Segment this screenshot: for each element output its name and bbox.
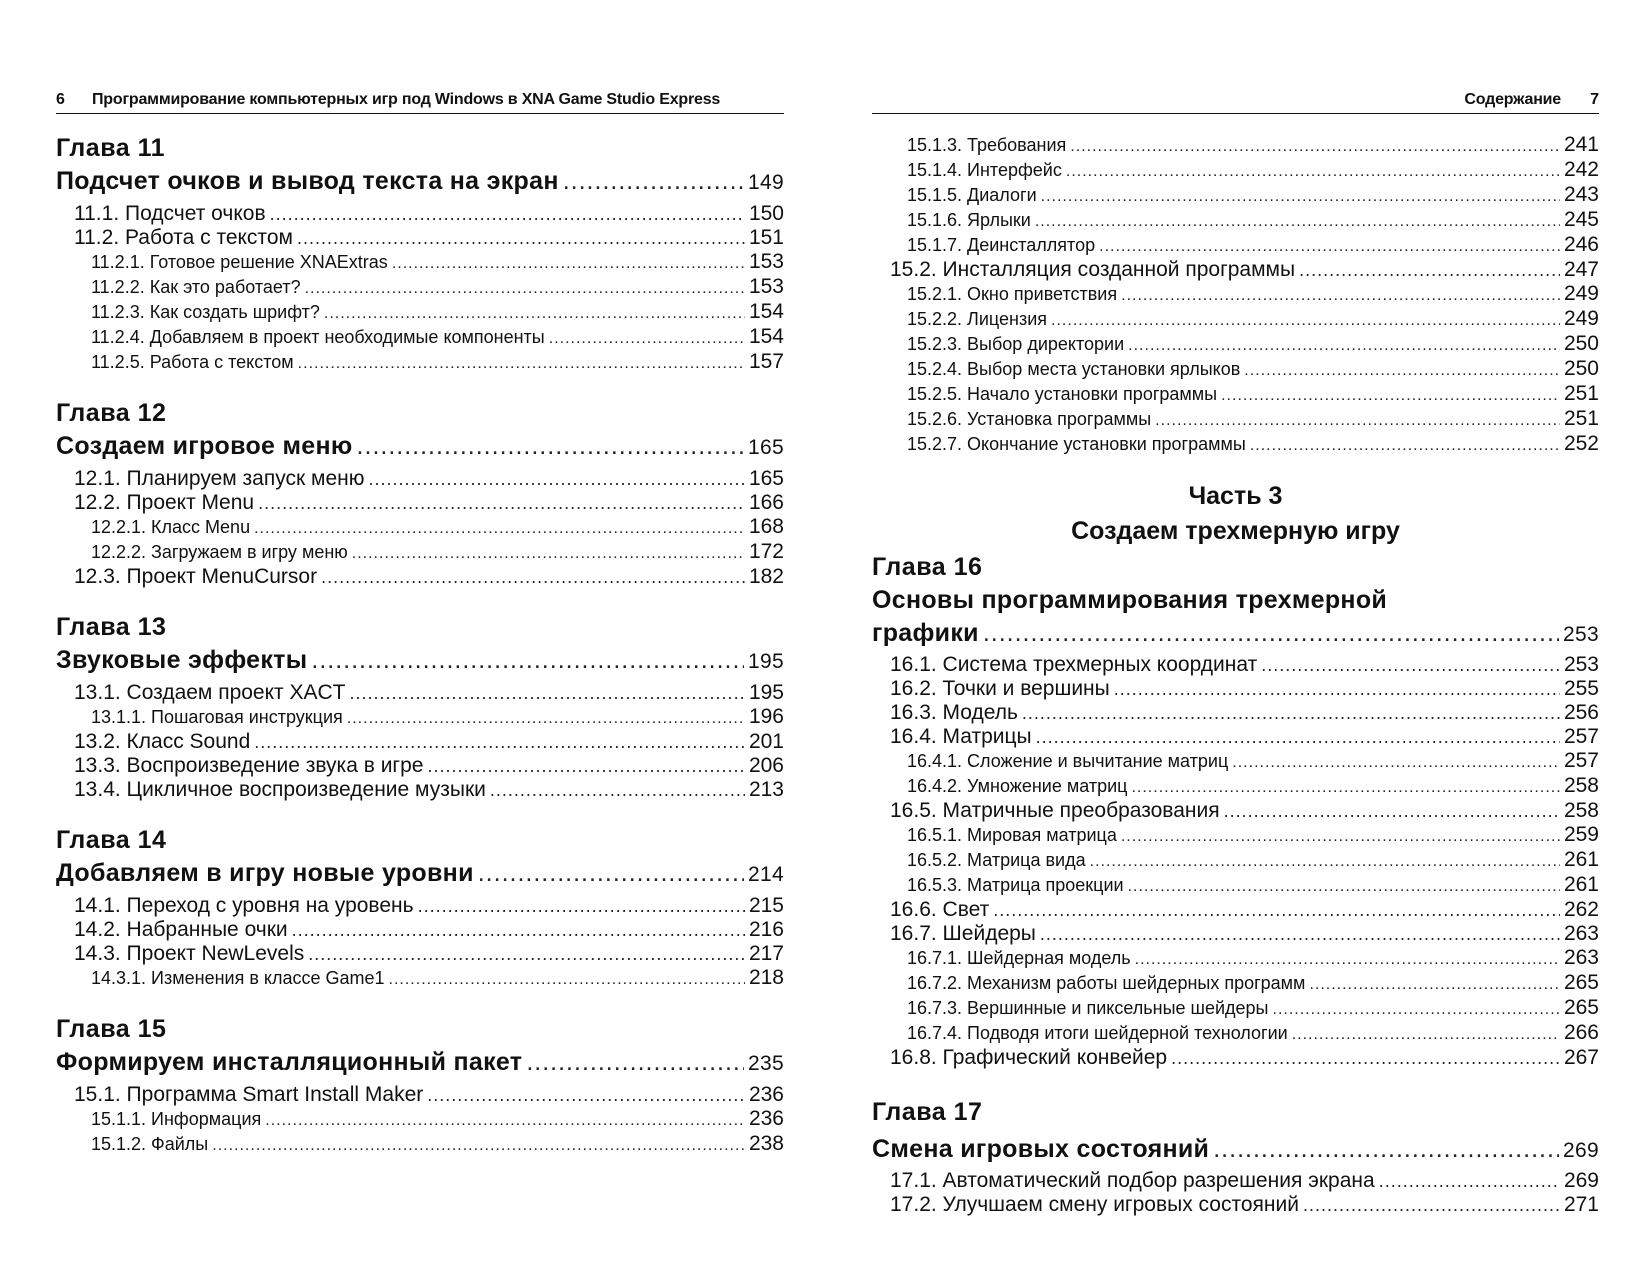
leader-dots [389,968,745,991]
toc-entry [56,1107,784,1132]
toc-entry [56,1083,784,1107]
leader-dots [1070,135,1560,158]
toc-entry-label: 16.6. Свет [890,898,990,921]
toc-entry [56,730,784,754]
leader-dots [526,1046,744,1079]
toc-entry [872,407,1599,432]
leader-dots [1273,998,1560,1021]
toc-entry-page: 241 [1563,133,1599,156]
chapter-label: Глава 15 [56,1015,167,1043]
leader-dots [1041,185,1560,208]
toc-entry-label: 17.1. Автоматический подбор разрешения экрана [890,1169,1375,1192]
toc-entry [872,233,1599,258]
leader-dots [1232,751,1560,774]
toc-entry-page: 168 [748,515,784,538]
toc-entry-label: 16.7.1. Шейдерная модель [907,948,1131,968]
toc-entry-label: 16.8. Графический конвейер [890,1046,1168,1069]
toc-entry-label: 14.3.1. Изменения в классе Game1 [91,968,385,988]
toc-entry-label: 15.1.4. Интерфейс [907,160,1062,180]
leader-dots [357,430,745,463]
leader-dots [1292,1023,1560,1046]
chapter-title: Подсчет очков и вывод текста на экран [56,167,559,195]
toc-entry-page: 263 [1563,946,1599,969]
right-page-number: 7 [1590,91,1599,108]
toc-entry-label: 13.4. Цикличное воспроизведение музыки [74,778,486,801]
leader-dots [1040,923,1560,946]
toc-entry-page: 154 [748,300,784,323]
leader-dots [418,895,745,918]
toc-entry [872,1046,1599,1070]
toc-entry-label: 17.2. Улучшаем смену игровых состояний [890,1193,1299,1216]
toc-entry-label: 16.2. Точки и вершины [890,677,1110,700]
toc-entry [56,467,784,491]
toc-entry [872,1193,1599,1217]
part-title: Создаем трехмерную игру [1071,517,1400,545]
toc-entry [872,848,1599,873]
toc-entry-label: 15.2.7. Окончание установки программы [907,434,1246,454]
leader-dots [1213,1133,1559,1166]
chapter-title-line: графики [872,619,979,647]
toc-entry-page: 218 [748,966,784,989]
chapter-label: Глава 16 [872,553,983,581]
leader-dots [368,468,744,491]
toc-entry [872,996,1599,1021]
toc-entry [872,799,1599,823]
chapter-title-row [872,1133,1599,1167]
part-label: Часть 3 [1188,482,1283,510]
chapter-block [56,824,784,991]
leader-dots [1128,875,1560,898]
leader-dots [352,542,745,565]
leader-dots [1121,284,1560,307]
toc-entry-label: 16.7.2. Механизм работы шейдерных программ [907,973,1306,993]
leader-dots [254,517,745,540]
chapter-label: Глава 14 [56,826,167,854]
leader-dots [983,617,1559,650]
leader-dots [1121,825,1560,848]
toc-entry-label: 16.4.1. Сложение и вычитание матриц [907,751,1229,771]
toc-entry-label: 16.5.2. Матрица вида [907,850,1086,870]
toc-entry [56,350,784,375]
toc-entry-label: 16.5. Матричные преобразования [890,799,1220,822]
toc-entry-page: 245 [1563,208,1599,231]
leader-dots [297,227,745,250]
toc-entry [872,971,1599,996]
leader-dots [1131,776,1559,799]
right-page-header [872,91,1599,114]
leader-dots [265,1109,745,1132]
toc-entry-page: 250 [1563,357,1599,380]
leader-dots [490,779,745,802]
toc-entry-page: 172 [748,540,784,563]
chapter-block [56,1013,784,1157]
toc-entry-page: 153 [748,250,784,273]
toc-entry [872,677,1599,701]
toc-entry-page: 215 [748,894,784,917]
chapter-page: 214 [748,863,784,886]
toc-entry [56,918,784,942]
left-running-title: Программирование компьютерных игр под Windows в XNA Game Studio Express [92,91,721,108]
toc-entry [872,774,1599,799]
toc-entry-page: 261 [1563,848,1599,871]
toc-entry-label: 12.2.1. Класс Menu [91,517,251,537]
toc-entry-label: 16.4. Матрицы [890,725,1032,748]
toc-entry [56,226,784,250]
leader-dots [321,566,745,589]
leader-dots [1099,235,1560,258]
chapter-17-entries [872,1169,1599,1217]
toc-entry-page: 165 [748,467,784,490]
leader-dots [270,203,745,226]
toc-entry-page: 269 [1563,1169,1599,1192]
chapter-block [56,132,784,375]
toc-entry-label: 12.2.2. Загружаем в игру меню [91,542,348,562]
toc-entry-label: 11.2.5. Работа с текстом [91,352,294,372]
toc-entry-label: 16.7. Шейдеры [890,922,1036,945]
toc-entry [872,332,1599,357]
toc-entry-page: 256 [1563,701,1599,724]
toc-entry-label: 11.1. Подсчет очков [74,202,266,225]
toc-entry-label: 15.1.6. Ярлыки [907,210,1031,230]
toc-entry-label: 13.2. Класс Sound [74,730,251,753]
toc-entry-label: 12.3. Проект MenuCursor [74,565,318,588]
toc-entry-page: 153 [748,275,784,298]
toc-entry-label: 11.2.3. Как создать шрифт? [91,302,320,322]
leader-dots [1114,678,1560,701]
toc-entry [56,491,784,515]
toc-entry-label: 15.2.1. Окно приветствия [907,284,1118,304]
chapter-page: 149 [748,171,784,194]
leader-dots [1250,434,1560,457]
chapter-title: Добавляем в игру новые уровни [56,859,474,887]
toc-entry-label: 16.7.3. Вершинные и пиксельные шейдеры [907,998,1269,1018]
toc-entry [872,208,1599,233]
toc-entry-page: 271 [1563,1193,1599,1216]
leader-dots [305,277,745,300]
leader-dots [1261,654,1560,677]
leader-dots [350,682,745,705]
toc-entry-label: 11.2. Работа с текстом [74,226,293,249]
leader-dots [478,857,744,890]
right-running-title: Содержание [1464,91,1561,108]
leader-dots [993,899,1560,922]
toc-entry-page: 151 [748,226,784,249]
toc-entry-page: 246 [1563,233,1599,256]
toc-entry-page: 251 [1563,407,1599,430]
toc-entry-page: 267 [1563,1046,1599,1069]
toc-entry-page: 238 [748,1132,784,1155]
leader-dots [311,644,744,677]
toc-entry-page: 266 [1563,1021,1599,1044]
toc-entry-page: 265 [1563,971,1599,994]
toc-entry [56,894,784,918]
toc-entry-label: 15.1.3. Требования [907,135,1067,155]
toc-entry-label: 15.1.5. Диалоги [907,185,1037,205]
chapter-title-line: Основы программирования трехмерной [872,586,1388,614]
leader-dots [392,252,745,275]
toc-entry-label: 16.5.1. Мировая матрица [907,825,1117,845]
leader-dots [427,755,745,778]
toc-entry-page: 166 [748,491,784,514]
toc-entry-page: 182 [748,565,784,588]
toc-entry [56,754,784,778]
chapter-label: Глава 11 [56,134,166,162]
leader-dots [1224,800,1560,823]
toc-entry [56,250,784,275]
toc-entry-label: 15.2.4. Выбор места установки ярлыков [907,359,1241,379]
toc-entry-label: 14.3. Проект NewLevels [74,942,305,965]
leader-dots [563,165,744,198]
toc-entry [56,681,784,705]
chapter-title: Звуковые эффекты [56,646,308,674]
toc-entry-page: 257 [1563,749,1599,772]
toc-entry-label: 12.2. Проект Menu [74,491,255,514]
toc-entry [872,133,1599,158]
toc-entry-page: 257 [1563,725,1599,748]
leader-dots [549,327,745,350]
toc-entry-page: 150 [748,202,784,225]
leader-dots [1051,309,1560,332]
chapter-title-row [872,617,1599,651]
toc-entry-page: 258 [1563,774,1599,797]
toc-entry-page: 255 [1563,677,1599,700]
chapter-page: 235 [748,1052,784,1075]
toc-entry-page: 195 [748,681,784,704]
chapter-title: Создаем игровое меню [56,432,353,460]
toc-entry [872,701,1599,725]
toc-entry [872,725,1599,749]
toc-entry-label: 12.1. Планируем запуск меню [74,467,365,490]
leader-dots [1309,973,1560,996]
toc-entry-page: 249 [1563,307,1599,330]
toc-entry-label: 13.1. Создаем проект XACT [74,681,346,704]
toc-entry-page: 249 [1563,282,1599,305]
leader-dots [1035,210,1560,233]
toc-entry-page: 236 [748,1107,784,1130]
leader-dots [1036,726,1560,749]
leader-dots [347,707,745,730]
toc-entry-page: 251 [1563,382,1599,405]
toc-entry [56,202,784,226]
toc-entry-label: 11.2.4. Добавляем в проект необходимые компоненты [91,327,545,347]
toc-entry [56,966,784,991]
right-toc-column [872,133,1599,1217]
chapter-title-row [56,165,784,199]
toc-entry [56,325,784,350]
left-page-number: 6 [56,91,65,108]
chapter-block [56,611,784,802]
leader-dots [1221,384,1560,407]
toc-entry [872,357,1599,382]
toc-entry-page: 250 [1563,332,1599,355]
toc-entry-page: 206 [748,754,784,777]
toc-entry-page: 262 [1563,898,1599,921]
toc-entry-label: 16.1. Система трехмерных координат [890,653,1258,676]
leader-dots [1090,850,1560,873]
toc-entry [872,922,1599,946]
leader-dots [1128,334,1560,357]
toc-entry [56,705,784,730]
toc-entry-label: 11.2.2. Как это работает? [91,277,301,297]
leader-dots [1135,948,1560,971]
leader-dots [258,492,745,515]
leader-dots [1066,160,1560,183]
leader-dots [1171,1047,1560,1070]
chapter-title-row [56,857,784,891]
leader-dots [1303,1194,1560,1217]
leader-dots [1379,1170,1560,1193]
toc-entry-label: 15.2. Инсталляция созданной программы [890,258,1296,281]
chapter-title: Формируем инсталляционный пакет [56,1048,523,1076]
toc-entry [872,158,1599,183]
toc-entry [872,258,1599,282]
toc-entry [872,1021,1599,1046]
leader-dots [1299,259,1560,282]
toc-entry [56,565,784,589]
toc-entry [56,942,784,966]
leader-dots [1244,359,1560,382]
toc-entry-page: 242 [1563,158,1599,181]
toc-entry-label: 16.7.4. Подводя итоги шейдерной технологии [907,1023,1288,1043]
toc-entry-label: 15.2.2. Лицензия [907,309,1048,329]
chapter-label: Глава 12 [56,399,167,427]
leader-dots [212,1134,745,1157]
leader-dots [324,302,745,325]
chapter-page: 165 [748,436,784,459]
toc-entry [872,1169,1599,1193]
toc-entry [56,1132,784,1157]
leader-dots [298,352,745,375]
leader-dots [292,919,745,942]
chapter-title-row [56,430,784,464]
leader-dots [254,731,745,754]
toc-entry-label: 15.2.6. Установка программы [907,409,1152,429]
toc-entry [56,515,784,540]
toc-entry-page: 263 [1563,922,1599,945]
toc-entry [872,946,1599,971]
toc-entry-label: 13.3. Воспроизведение звука в игре [74,754,424,777]
chapter-15-continuation [872,133,1599,457]
toc-entry-page: 236 [748,1083,784,1106]
chapter-title-row [56,1046,784,1080]
toc-entry-label: 13.1.1. Пошаговая инструкция [91,707,343,727]
toc-entry [56,778,784,802]
toc-entry [872,382,1599,407]
toc-entry-page: 243 [1563,183,1599,206]
toc-entry-label: 15.2.3. Выбор директории [907,334,1125,354]
toc-entry [56,275,784,300]
toc-entry-label: 15.1. Программа Smart Install Maker [74,1083,424,1106]
toc-entry [872,307,1599,332]
chapter-page: 269 [1563,1139,1599,1162]
toc-entry [872,873,1599,898]
chapter-block [56,397,784,589]
toc-entry-page: 154 [748,325,784,348]
toc-entry-label: 15.1.7. Деинсталлятор [907,235,1096,255]
left-page-header [56,91,784,114]
leader-dots [427,1084,745,1107]
toc-entry [56,300,784,325]
toc-entry-label: 15.1.1. Информация [91,1109,262,1129]
toc-entry [872,653,1599,677]
toc-entry-label: 11.2.1. Готовое решение XNAExtras [91,252,388,272]
toc-entry-page: 201 [748,730,784,753]
toc-entry-page: 247 [1563,258,1599,281]
toc-entry [872,282,1599,307]
toc-entry-label: 16.5.3. Матрица проекции [907,875,1124,895]
toc-entry-page: 258 [1563,799,1599,822]
toc-entry-page: 216 [748,918,784,941]
chapter-label: Глава 17 [872,1098,983,1126]
chapter-page: 195 [748,650,784,673]
toc-entry-label: 16.3. Модель [890,701,1018,724]
toc-entry-page: 196 [748,705,784,728]
chapter-page: 253 [1563,623,1599,646]
toc-entry-label: 15.2.5. Начало установки программы [907,384,1218,404]
toc-entry-page: 265 [1563,996,1599,1019]
toc-entry-label: 16.4.2. Умножение матриц [907,776,1128,796]
toc-entry-page: 253 [1563,653,1599,676]
toc-entry [56,540,784,565]
toc-entry-page: 261 [1563,873,1599,896]
left-toc-column [56,132,784,1179]
chapter-title: Смена игровых состояний [872,1135,1210,1163]
toc-entry [872,898,1599,922]
toc-entry [872,432,1599,457]
chapter-16-entries [872,653,1599,1070]
leader-dots [1155,409,1560,432]
toc-entry-label: 14.2. Набранные очки [74,918,288,941]
toc-entry-label: 14.1. Переход с уровня на уровень [74,894,414,917]
chapter-title-row [56,644,784,678]
leader-dots [1022,702,1560,725]
toc-entry-label: 15.1.2. Файлы [91,1134,209,1154]
toc-entry [872,749,1599,774]
toc-entry [872,823,1599,848]
toc-entry-page: 213 [748,778,784,801]
toc-entry-page: 252 [1563,432,1599,455]
leader-dots [308,943,745,966]
toc-entry-page: 217 [748,942,784,965]
toc-entry-page: 157 [748,350,784,373]
toc-entry-page: 259 [1563,823,1599,846]
toc-entry [872,183,1599,208]
chapter-label: Глава 13 [56,613,167,641]
